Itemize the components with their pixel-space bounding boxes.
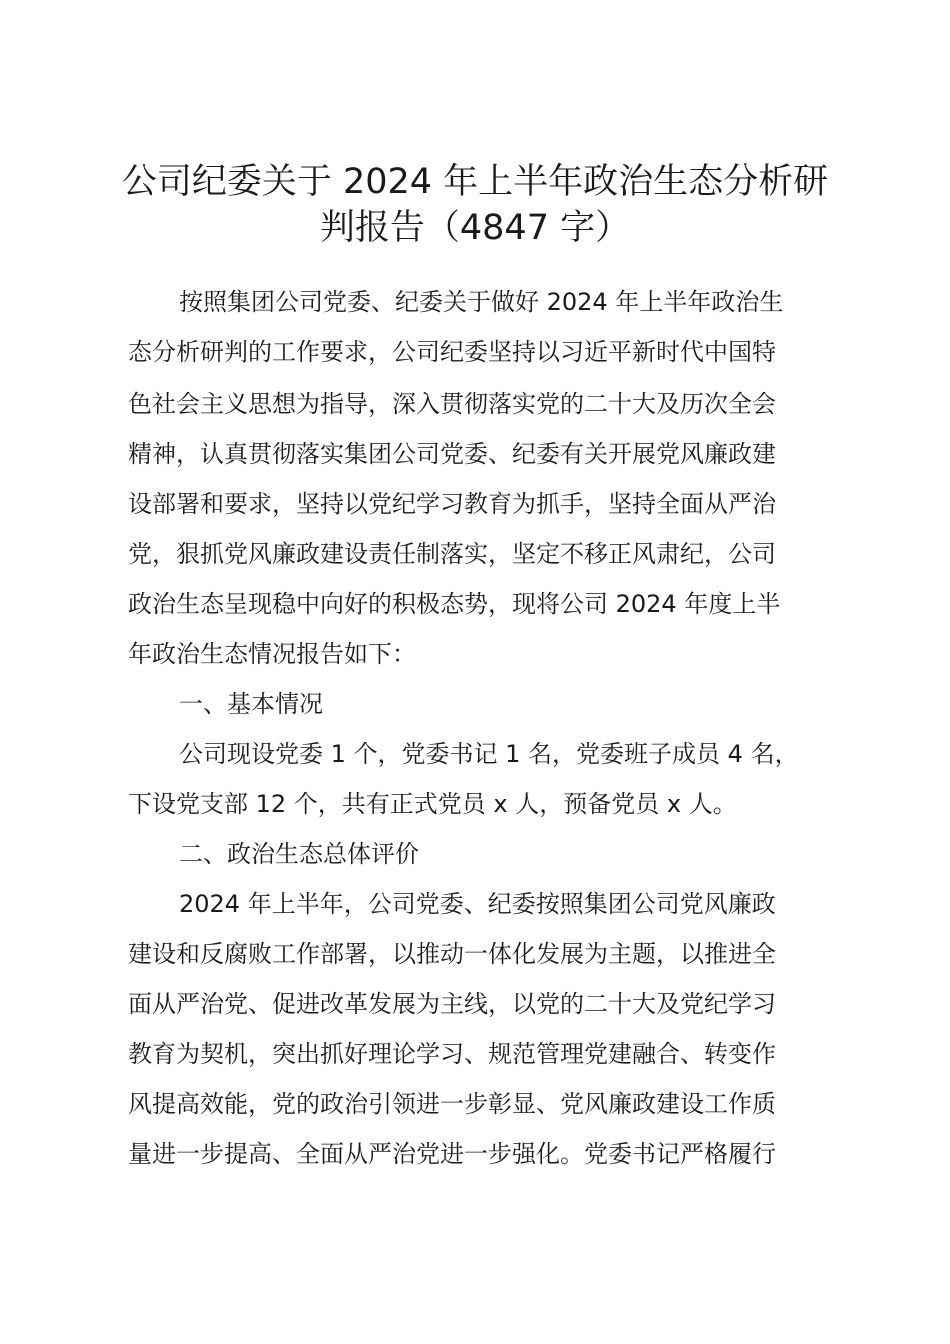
evaluation-line-4: 教育为契机，突出抓好理论学习、规范管理党建融合、转变作 — [128, 1040, 776, 1068]
intro-line-4: 精神，认真贯彻落实集团公司党委、纪委有关开展党风廉政建 — [128, 440, 776, 468]
basic-line-1: 公司现设党委 1 个，党委书记 1 名，党委班子成员 4 名， — [179, 740, 799, 768]
intro-line-1: 按照集团公司党委、纪委关于做好 2024 年上半年政治生 — [179, 288, 784, 316]
intro-line-8: 年政治生态情况报告如下： — [128, 640, 416, 668]
intro-line-6: 党，狠抓党风廉政建设责任制落实，坚定不移正风肃纪，公司 — [128, 540, 776, 568]
document-title-line-1: 公司纪委关于 2024 年上半年政治生态分析研 — [121, 162, 829, 202]
evaluation-line-5: 风提高效能，党的政治引领进一步彰显、党风廉政建设工作质 — [128, 1090, 776, 1118]
intro-line-2: 态分析研判的工作要求，公司纪委坚持以习近平新时代中国特 — [128, 338, 776, 366]
basic-line-2: 下设党支部 12 个，共有正式党员 x 人，预备党员 x 人。 — [128, 790, 737, 818]
evaluation-line-1: 2024 年上半年，公司党委、纪委按照集团公司党风廉政 — [179, 890, 776, 918]
intro-line-7: 政治生态呈现稳中向好的积极态势，现将公司 2024 年度上半 — [128, 590, 781, 618]
section-heading-basic: 一、基本情况 — [179, 690, 323, 718]
document-title-line-2: 判报告（4847 字） — [319, 208, 631, 248]
intro-line-5: 设部署和要求，坚持以党纪学习教育为抓手，坚持全面从严治 — [128, 490, 776, 518]
section-heading-evaluation: 二、政治生态总体评价 — [179, 840, 419, 868]
evaluation-line-6: 量进一步提高、全面从严治党进一步强化。党委书记严格履行 — [128, 1140, 776, 1168]
evaluation-line-2: 建设和反腐败工作部署，以推动一体化发展为主题，以推进全 — [128, 940, 776, 968]
evaluation-line-3: 面从严治党、促进改革发展为主线，以党的二十大及党纪学习 — [128, 990, 776, 1018]
intro-line-3: 色社会主义思想为指导，深入贯彻落实党的二十大及历次全会 — [128, 390, 776, 418]
